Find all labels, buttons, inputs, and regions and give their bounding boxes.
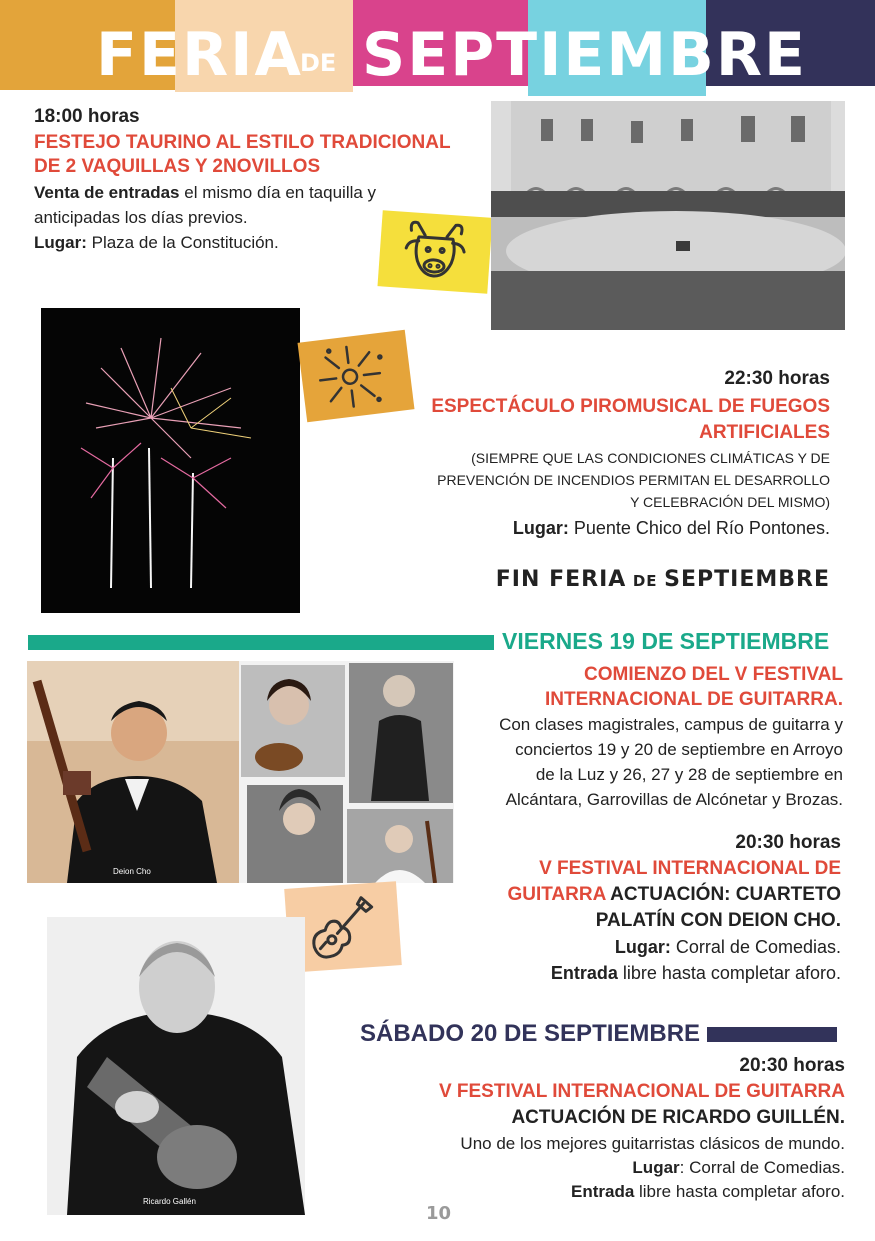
ricardo-place: Lugar: Corral de Comedias. [632, 1158, 845, 1177]
event-quartet [420, 832, 841, 984]
quartet-act-line-2: PALATÍN CON DEION CHO. [595, 910, 841, 931]
page-number: 10 [426, 1203, 452, 1224]
title-word-de: DE [300, 49, 337, 77]
ricardo-photo [47, 917, 305, 1215]
festival-title-line-2: INTERNACIONAL DE GUITARRA. [544, 689, 843, 710]
festival-desc-line-1: Con clases magistrales, campus de guitarra y [499, 715, 843, 734]
quartet-entry: Entrada libre hasta completar aforo. [550, 963, 841, 983]
photo-caption: Deion Cho [113, 867, 151, 876]
festival-desc-line-4: Alcántara, Garrovillas de Alcónetar y Brozas. [505, 790, 843, 809]
saturday-heading: SÁBADO 20 DE SEPTIEMBRE [360, 1020, 701, 1047]
event-festival-start [440, 664, 843, 812]
festival-desc-line-2: conciertos 19 y 20 de septiembre en Arroyo [515, 740, 843, 759]
event-time: 22:30 horas [724, 368, 830, 389]
event-title-line-1: ESPECTÁCULO PIROMUSICAL DE FUEGOS [431, 396, 830, 417]
deion-cho-photo [27, 661, 239, 883]
ricardo-desc: Uno de los mejores guitarristas clásicos de mundo. [460, 1134, 845, 1153]
page-title [0, 20, 875, 90]
festival-title-line-1: COMIENZO DEL V FESTIVAL [584, 664, 843, 685]
event-fireworks [380, 368, 830, 539]
title-word-septiembre: SEPTIEMBRE [362, 20, 808, 90]
event-title-line-2: DE 2 VAQUILLAS Y 2NOVILLOS [34, 156, 321, 177]
quartet-fest-line-1: V FESTIVAL INTERNACIONAL DE [539, 858, 841, 879]
quartet-act-line-1: GUITARRA ACTUACIÓN: CUARTETO [507, 884, 841, 905]
event-time: 20:30 horas [739, 1055, 845, 1076]
bull-icon [377, 210, 492, 293]
end-feria-title: FIN FERIA DE SEPTIEMBRE [495, 567, 830, 592]
saturday-heading-bar [707, 1027, 837, 1042]
event-title-line-2: ARTIFICIALES [699, 422, 830, 443]
fireworks-photo [41, 308, 300, 613]
event-note-line-3: Y CELEBRACIÓN DEL MISMO) [630, 494, 830, 510]
ricardo-entry: Entrada libre hasta completar aforo. [570, 1182, 845, 1201]
photo-caption: Ricardo Gallén [143, 1197, 196, 1206]
event-ricardo [340, 1055, 845, 1202]
title-word-feria: FERIA [96, 20, 303, 90]
friday-heading-bar [28, 635, 494, 650]
event-time: 18:00 horas [34, 106, 140, 127]
event-title-line-1: FESTEJO TAURINO AL ESTILO TRADICIONAL [34, 132, 451, 153]
event-time: 20:30 horas [735, 832, 841, 853]
quartet-place: Lugar: Corral de Comedias. [614, 937, 841, 957]
event-note-line-2: PREVENCIÓN DE INCENDIOS PERMITAN EL DESARROLLO [437, 472, 830, 488]
festival-desc-line-3: de la Luz y 26, 27 y 28 de septiembre en [535, 765, 843, 784]
event-tickets-cont: anticipadas los días previos. [34, 208, 248, 227]
ricardo-act-line: ACTUACIÓN DE RICARDO GUILLÉN. [511, 1107, 845, 1128]
friday-heading: VIERNES 19 DE SEPTIEMBRE [502, 628, 830, 654]
bullfight-photo [491, 101, 845, 330]
event-tickets: Venta de entradas el mismo día en taquilla y [34, 183, 377, 202]
ricardo-fest-line: V FESTIVAL INTERNACIONAL DE GUITARRA [438, 1081, 845, 1102]
event-place: Lugar: Plaza de la Constitución. [34, 233, 279, 252]
event-note-line-1: (SIEMPRE QUE LAS CONDICIONES CLIMÁTICAS Y DE [471, 450, 830, 466]
event-place: Lugar: Puente Chico del Río Pontones. [512, 518, 830, 538]
bull-tag [377, 210, 492, 293]
